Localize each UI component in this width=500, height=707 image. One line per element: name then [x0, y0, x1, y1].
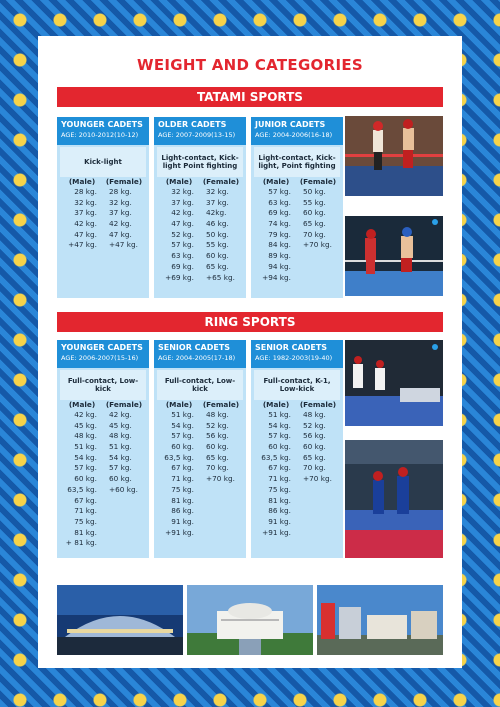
male-weight: 71 kg. — [74, 506, 97, 516]
female-header: (Female) — [105, 400, 143, 409]
male-weight: 75 kg. — [268, 484, 291, 494]
card-age: AGE: 1982-2003(19-40) — [255, 354, 333, 362]
male-header: (Male) — [262, 400, 290, 409]
female-column — [297, 400, 339, 538]
male-header: (Male) — [68, 400, 96, 409]
card-title: JUNIOR CADETS — [255, 120, 326, 129]
female-weight: +70 kg. — [303, 474, 332, 484]
male-weight: 69 kg. — [268, 208, 291, 218]
male-column — [61, 400, 103, 549]
card-ring-younger-cadets — [57, 340, 149, 558]
male-weight: 81 kg. — [74, 527, 97, 537]
card-category: Full-contact, Low-kick — [60, 370, 146, 400]
card-category: Light-contact, Kick-light, Point fighting — [254, 147, 340, 177]
female-weight: 51 kg. — [109, 442, 132, 452]
female-weight: 32 kg. — [109, 197, 132, 207]
female-weight: 37 kg. — [109, 208, 132, 218]
male-weight: 54 kg. — [268, 420, 291, 430]
male-weight: 60 kg. — [74, 474, 97, 484]
female-column — [103, 400, 145, 549]
male-weight: 86 kg. — [268, 506, 291, 516]
male-column — [158, 177, 200, 283]
card-ring-senior-cadets-19-40 — [251, 340, 343, 558]
male-weight: 57 kg. — [268, 431, 291, 441]
stadium-building-photo — [57, 585, 183, 655]
female-weight: 60 kg. — [303, 208, 326, 218]
card-age: AGE: 2006-2007(15-16) — [61, 354, 139, 362]
card-age: AGE: 2004-2005(17-18) — [158, 354, 236, 362]
male-weight: + 81 kg. — [65, 538, 97, 548]
female-weight: 52 kg. — [303, 420, 326, 430]
male-weight: 37 kg. — [74, 208, 97, 218]
card-header — [251, 117, 343, 145]
male-weight: 81 kg. — [171, 495, 194, 505]
card-title: SENIOR CADETS — [255, 343, 328, 352]
male-weight: 86 kg. — [171, 506, 194, 516]
male-header: (Male) — [165, 177, 193, 186]
male-weight: 51 kg. — [74, 442, 97, 452]
male-weight: 89 kg. — [268, 251, 291, 261]
female-weight: +70 kg. — [206, 474, 235, 484]
male-weight: 79 kg. — [268, 229, 291, 239]
female-weight: 60 kg. — [206, 442, 229, 452]
female-weight: 32 kg. — [206, 187, 229, 196]
card-tatami-younger-cadets — [57, 117, 149, 298]
male-weight: 42 kg. — [74, 410, 97, 419]
male-header: (Male) — [262, 177, 290, 186]
female-weight: 65 kg. — [303, 219, 326, 229]
male-column — [158, 400, 200, 538]
female-weight: 54 kg. — [109, 452, 132, 462]
female-column — [200, 177, 242, 283]
city-buildings-photo — [317, 585, 443, 655]
card-title: YOUNGER CADETS — [61, 343, 143, 352]
female-header: (Female) — [105, 177, 143, 186]
male-weight: 74 kg. — [268, 219, 291, 229]
male-weight: 71 kg. — [268, 474, 291, 484]
female-weight: 48 kg. — [303, 410, 326, 419]
male-weight: 32 kg. — [171, 187, 194, 196]
card-category: Full-contact, K-1, Low-kick — [254, 370, 340, 400]
tatami-match-photo — [345, 340, 443, 426]
male-column — [255, 177, 297, 283]
male-weight: 63,5 kg. — [164, 452, 194, 462]
palace-building-photo — [187, 585, 313, 655]
female-weight: 56 kg. — [206, 431, 229, 441]
female-weight: 48 kg. — [206, 410, 229, 419]
male-weight: 54 kg. — [74, 452, 97, 462]
card-age: AGE: 2010-2012(10-12) — [61, 131, 139, 139]
male-weight: 42 kg. — [171, 208, 194, 218]
card-header — [57, 117, 149, 145]
card-header — [154, 117, 246, 145]
card-age: AGE: 2004-2006(16-18) — [255, 131, 333, 139]
male-weight: 45 kg. — [74, 420, 97, 430]
weight-columns — [154, 177, 246, 287]
weight-columns — [251, 400, 343, 542]
male-weight: +69 kg. — [165, 272, 194, 282]
weight-columns — [57, 177, 149, 255]
page — [38, 36, 462, 668]
male-weight: 91 kg. — [171, 516, 194, 526]
male-weight: 57 kg. — [268, 187, 291, 196]
female-header: (Female) — [299, 177, 337, 186]
female-weight: 60 kg. — [109, 474, 132, 484]
female-weight: 65 kg. — [303, 452, 326, 462]
female-weight: 65 kg. — [206, 261, 229, 271]
female-header: (Female) — [202, 177, 240, 186]
male-weight: 63,5 kg. — [67, 484, 97, 494]
male-weight: 75 kg. — [171, 484, 194, 494]
female-weight: 37 kg. — [206, 197, 229, 207]
card-tatami-junior-cadets — [251, 117, 343, 298]
female-weight: 57 kg. — [109, 463, 132, 473]
male-weight: 57 kg. — [171, 431, 194, 441]
card-tatami-older-cadets — [154, 117, 246, 298]
male-weight: 32 kg. — [74, 197, 97, 207]
female-weight: 45 kg. — [109, 420, 132, 430]
female-column — [297, 177, 339, 283]
male-header: (Male) — [165, 400, 193, 409]
male-weight: 67 kg. — [171, 463, 194, 473]
male-column — [61, 177, 103, 251]
page-title: WEIGHT AND CATEGORIES — [136, 56, 363, 74]
section-banner-ring: RING SPORTS — [57, 312, 443, 332]
male-weight: 57 kg. — [74, 463, 97, 473]
male-weight: 69 kg. — [171, 261, 194, 271]
male-weight: 57 kg. — [171, 240, 194, 250]
male-weight: +91 kg. — [262, 527, 291, 537]
male-weight: 63 kg. — [268, 197, 291, 207]
male-weight: 60 kg. — [171, 442, 194, 452]
card-header — [57, 340, 149, 368]
male-weight: 42 kg. — [74, 219, 97, 229]
female-weight: 42kg. — [206, 208, 227, 218]
female-weight: 60 kg. — [206, 251, 229, 261]
male-weight: 67 kg. — [74, 495, 97, 505]
card-title: YOUNGER CADETS — [61, 120, 143, 129]
female-weight: 55 kg. — [206, 240, 229, 250]
male-weight: 75 kg. — [74, 516, 97, 526]
male-weight: 51 kg. — [268, 410, 291, 419]
kickboxing-fight-photo — [345, 216, 443, 296]
male-weight: 37 kg. — [171, 197, 194, 207]
male-weight: 84 kg. — [268, 240, 291, 250]
male-weight: 47 kg. — [171, 219, 194, 229]
male-weight: 94 kg. — [268, 261, 291, 271]
male-weight: 51 kg. — [171, 410, 194, 419]
female-header: (Female) — [202, 400, 240, 409]
weight-columns — [154, 400, 246, 542]
male-weight: 81 kg. — [268, 495, 291, 505]
female-weight: +47 kg. — [109, 240, 138, 250]
card-ring-senior-cadets-17-18 — [154, 340, 246, 558]
female-weight: +65 kg. — [206, 272, 235, 282]
male-weight: 48 kg. — [74, 431, 97, 441]
female-weight: +60 kg. — [109, 484, 138, 494]
section-banner-tatami: TATAMI SPORTS — [57, 87, 443, 107]
arena-fight-photo — [345, 440, 443, 558]
male-header: (Male) — [68, 177, 96, 186]
card-age: AGE: 2007-2009(13-15) — [158, 131, 236, 139]
male-weight: 71 kg. — [171, 474, 194, 484]
female-column — [103, 177, 145, 251]
female-weight: 28 kg. — [109, 187, 132, 196]
female-weight: 42 kg. — [109, 219, 132, 229]
male-weight: 91 kg. — [268, 516, 291, 526]
card-title: OLDER CADETS — [158, 120, 227, 129]
male-weight: 63 kg. — [171, 251, 194, 261]
card-category: Light-contact, Kick-light Point fighting — [157, 147, 243, 177]
kickboxing-ring-photo — [345, 116, 443, 196]
female-weight: 47 kg. — [109, 229, 132, 239]
female-weight: 55 kg. — [303, 197, 326, 207]
female-weight: 50 kg. — [303, 187, 326, 196]
male-weight: 67 kg. — [268, 463, 291, 473]
female-weight: 70 kg. — [206, 463, 229, 473]
male-weight: +91 kg. — [165, 527, 194, 537]
male-weight: 60 kg. — [268, 442, 291, 452]
card-title: SENIOR CADETS — [158, 343, 231, 352]
card-category: Full-contact, Low-kick — [157, 370, 243, 400]
male-weight: 28 kg. — [74, 187, 97, 196]
female-weight: 46 kg. — [206, 219, 229, 229]
female-column — [200, 400, 242, 538]
weight-columns — [251, 177, 343, 287]
male-weight: 52 kg. — [171, 229, 194, 239]
female-header: (Female) — [299, 400, 337, 409]
card-category: Kick-light — [60, 147, 146, 177]
weight-columns — [57, 400, 149, 553]
female-weight: 65 kg. — [206, 452, 229, 462]
female-weight: 70 kg. — [303, 463, 326, 473]
male-column — [255, 400, 297, 538]
male-weight: 47 kg. — [74, 229, 97, 239]
female-weight: 70 kg. — [303, 229, 326, 239]
card-header — [251, 340, 343, 368]
female-weight: 60 kg. — [303, 442, 326, 452]
female-weight: 50 kg. — [206, 229, 229, 239]
card-header — [154, 340, 246, 368]
male-weight: +94 kg. — [262, 272, 291, 282]
male-weight: +47 kg. — [68, 240, 97, 250]
female-weight: +70 kg. — [303, 240, 332, 250]
male-weight: 63,5 kg. — [261, 452, 291, 462]
female-weight: 56 kg. — [303, 431, 326, 441]
female-weight: 48 kg. — [109, 431, 132, 441]
female-weight: 42 kg. — [109, 410, 132, 419]
male-weight: 54 kg. — [171, 420, 194, 430]
female-weight: 52 kg. — [206, 420, 229, 430]
